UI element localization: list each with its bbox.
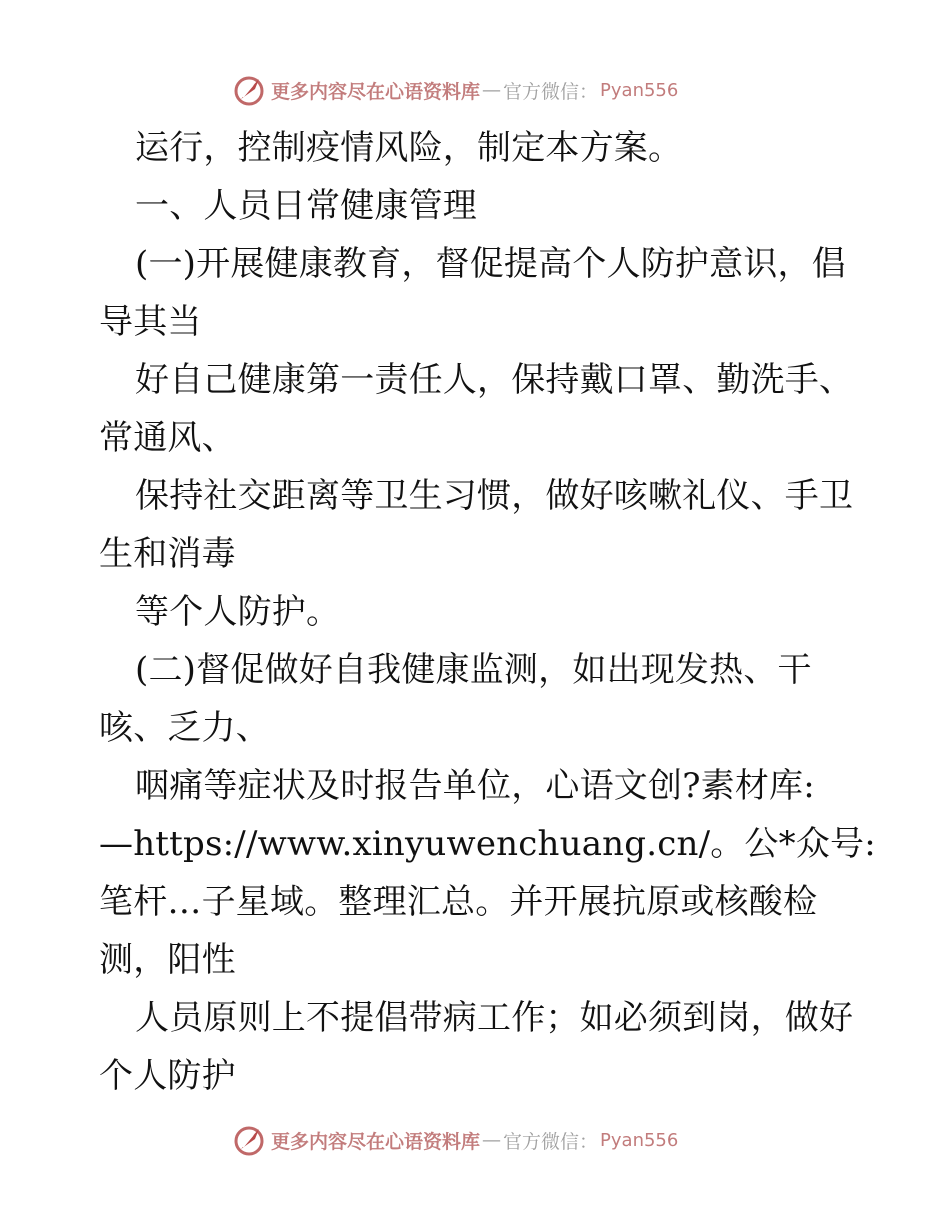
paragraph-line: 保持社交距离等卫生习惯，做好咳嗽礼仪、手卫 [135,476,854,516]
watermark-footer [233,1122,678,1158]
watermark-id: Pyan556 [600,1129,679,1151]
paragraph-line: 运行，控制疫情风险，制定本方案。 [135,128,683,168]
paragraph-line: 导其当 [99,302,202,342]
paragraph-line: 人员原则上不提倡带病工作；如必须到岗，做好 [135,998,854,1038]
paragraph-line: —https://www.xinyuwenchuang.cn/。公*众号: [99,824,876,864]
quill-logo-icon [233,1123,267,1157]
paragraph-line: (二)督促做好自我健康监测，如出现发热、干 [135,650,812,690]
paragraph-line: 常通风、 [99,418,236,458]
paragraph-line: 笔杆…子星域。整理汇总。并开展抗原或核酸检 [99,882,818,922]
paragraph-line: 个人防护 [99,1056,236,1096]
paragraph-line: 生和消毒 [99,534,236,574]
paragraph-line: 等个人防护。 [135,592,341,632]
watermark-main-text: 更多内容尽在心语资料库 [271,1130,481,1153]
watermark-id: Pyan556 [600,79,679,101]
watermark-main-text: 更多内容尽在心语资料库 [271,80,481,103]
section-heading: 一、人员日常健康管理 [135,186,477,226]
paragraph-line: (一)开展健康教育，督促提高个人防护意识，倡 [135,244,846,284]
watermark-dash: — [482,79,502,101]
paragraph-line: 测，阳性 [99,940,236,980]
paragraph-line: 咳、乏力、 [99,708,270,748]
watermark-dash: — [482,1129,502,1151]
watermark-sub-text: 官方微信： [503,80,599,103]
watermark-sub-text: 官方微信： [503,1130,599,1153]
paragraph-line: 咽痛等症状及时报告单位，心语文创?素材库: [135,766,815,806]
paragraph-line: 好自己健康第一责任人，保持戴口罩、勤洗手、 [135,360,854,400]
